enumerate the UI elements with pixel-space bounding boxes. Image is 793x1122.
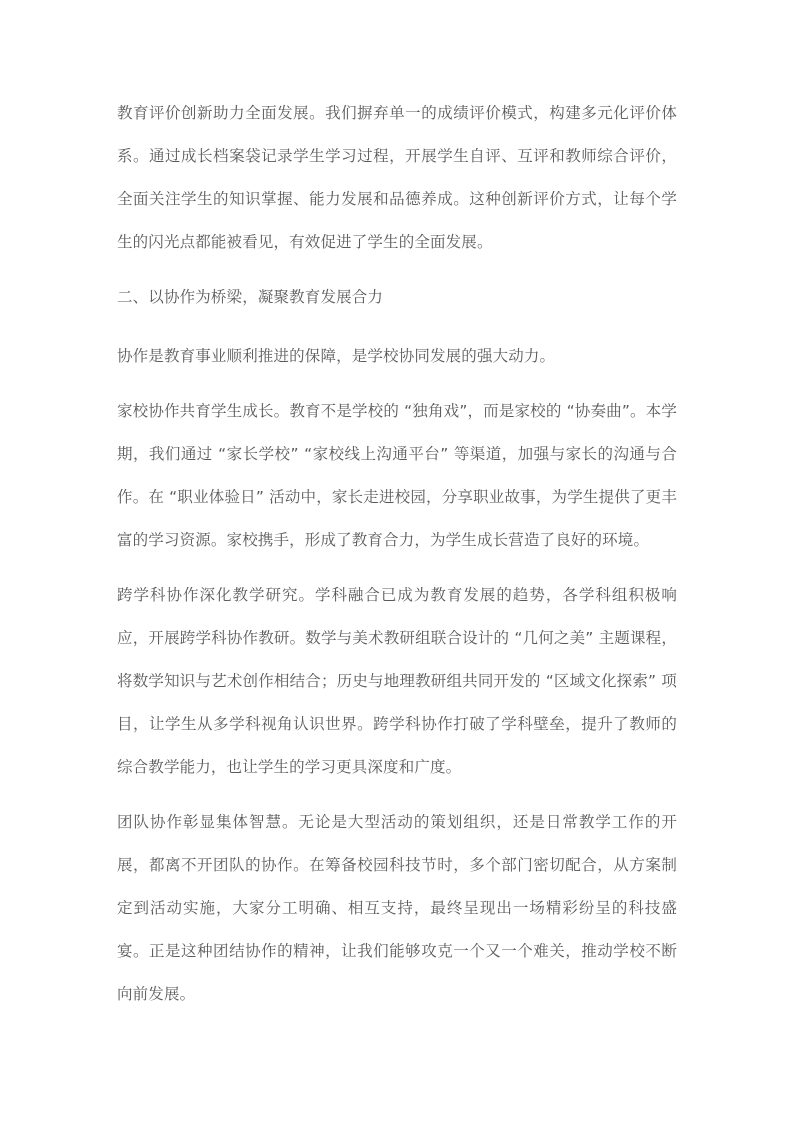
paragraph-collaboration-intro: 协作是教育事业顺利推进的保障，是学校协同发展的强大动力。 bbox=[117, 347, 556, 365]
paragraph-team-collaboration: 团队协作彰显集体智慧。无论是大型活动的策划组织，还是日常教学工作的开展，都离不开团队的协作。在筹备校园科技节时，多个部门密切配合，从方案制定到活动实施，大家分工明确、相互支持，最终呈现出一场精彩纷呈的科技盛宴。正是这种团结协作的精神，让我们能够攻克一个又一个难关，推动学校不断向前发展。 bbox=[117, 813, 677, 1003]
paragraph-interdisciplinary-collaboration: 跨学科协作深化教学研究。学科融合已成为教育发展的趋势，各学科组积极响应，开展跨学科协作教研。数学与美术教研组联合设计的 “几何之美” 主题课程，将数学知识与艺术创作相结合；历史与地理教研组共同开发的 “区域文化探索” 项目，让学生从多学科视角认识世界。跨学科协作打破了学科壁垒，提升了教师的综合教学能力，也让学生的学习更具深度和广度。 bbox=[117, 586, 677, 776]
section-2-heading: 二、以协作为桥梁，凝聚教育发展合力 bbox=[117, 288, 384, 306]
paragraph-education-evaluation: 教育评价创新助力全面发展。我们摒弃单一的成绩评价模式，构建多元化评价体系。通过成长档案袋记录学生学习过程，开展学生自评、互评和教师综合评价，全面关注学生的知识掌握、能力发展和品德养成。这种创新评价方式，让每个学生的闪光点都能被看见，有效促进了学生的全面发展。 bbox=[117, 104, 677, 251]
paragraph-home-school-collaboration: 家校协作共育学生成长。教育不是学校的 “独角戏”，而是家校的 “协奏曲”。本学期，我们通过 “家长学校” “家校线上沟通平台” 等渠道，加强与家长的沟通与合作。在 “职业体验日” 活动中，家长走进校园，分享职业故事，为学生提供了更丰富的学习资源。家校携手，形成了教育合力，为学生成长营造了良好的环境。 bbox=[117, 402, 677, 549]
